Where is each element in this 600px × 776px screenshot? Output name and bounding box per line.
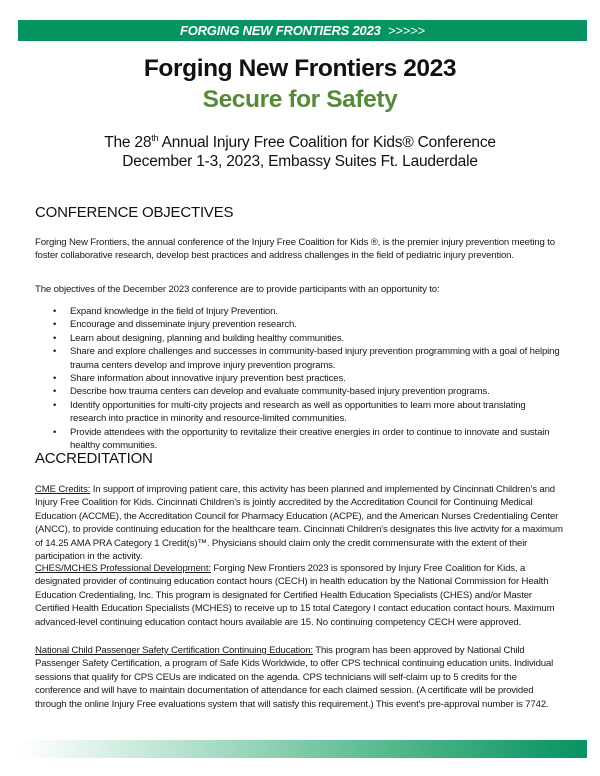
cme-credits-paragraph — [35, 483, 563, 563]
list-item: • Provide attendees with the opportunity to revitalize their creative energies in order to continue to innovate and sustain healthy communities. — [35, 426, 563, 453]
cme-label: CME Credits: — [35, 484, 91, 495]
conference-info — [0, 129, 600, 171]
list-item: • Identify opportunities for multi-city projects and research as well as opportunities to learn more about translating research into practice in minority and resource-limited communities. — [35, 399, 563, 426]
list-item: • Learn about designing, planning and building healthy communities. — [35, 332, 563, 345]
conf-name-sup: th — [151, 133, 159, 143]
banner-arrows: >>>>> — [388, 23, 426, 38]
conf-name-post: Annual Injury Free Coalition for Kids® Conference — [158, 134, 496, 152]
objectives-intro: Forging New Frontiers, the annual conference of the Injury Free Coalition for Kids ®, is the premier injury prevention meeting to foster collaborative research, develop best practices and address challenges in the field of pediatric injury prevention. — [35, 237, 555, 262]
objectives-list — [35, 305, 563, 452]
objectives-heading: CONFERENCE OBJECTIVES — [35, 204, 234, 221]
ches-label: CHES/MCHES Professional Development: — [35, 563, 211, 574]
list-item: • Share information about innovative injury prevention best practices. — [35, 372, 563, 385]
conf-name-pre: The 28 — [104, 134, 152, 152]
cme-text: In support of improving patient care, this activity has been planned and implemented by Cincinnati Children's and Injury Free Coalition for Kids. Cincinnati Children's is jointly accredited by the Accreditation Council for Continuing Medical Education (ACCME), the Accreditation Council for Pharmacy Education (ACPE), and the American Nurses Credentialing Center (ANCC), to provide continuing education for the healthcare team. Cincinnati Children's designates this live activity for a maximum of 14.25 AMA PRA Category 1 Credit(s)™. Physicians should claim only the credit commensurate with the extent of their participation in the activity. — [35, 484, 563, 563]
ches-text: Forging New Frontiers 2023 is sponsored by Injury Free Coalition for Kids, a designated provider of continuing education contact hours (CECH) in health education by the National Commission for Health Education Credentialing, Inc. This program is designated for Certified Health Education Specialists (CHES) and/or Master Certified Health Education Specialists (MCHES) to receive up to 15 total Category I contact education contact hours. Maximum advanced-level continuing education contact hours available are 15. No continuing competency CECH were approved. — [35, 563, 555, 628]
cps-paragraph — [35, 644, 563, 711]
ches-paragraph — [35, 562, 563, 629]
top-banner — [18, 20, 587, 41]
conference-name — [0, 129, 600, 152]
list-item: • Expand knowledge in the field of Injury Prevention. — [35, 305, 563, 318]
banner-text: FORGING NEW FRONTIERS 2023 — [179, 23, 381, 38]
list-item: • Share and explore challenges and successes in community-based injury prevention programming with a goal of helping trauma centers develop and improve injury prevention programs. — [35, 345, 563, 372]
list-item: • Describe how trauma centers can develop and evaluate community-based injury prevention programs. — [35, 385, 563, 398]
page-title: Forging New Frontiers 2023 — [143, 55, 457, 82]
cps-text: This program has been approved by National Child Passenger Safety Certification, a program of Safe Kids Worldwide, to offer CPS technical continuing education units. Individual sessions that qualify for CPS CEUs are indicated on the agenda. CPS technicians will self-claim up to 5 credits for the conference and will have to maintain documentation of attendance for each claimed session. (A certificate will be provided through the online Injury Free evaluations system that will satisfy this requirement.) This event's pre-approval number is 7742. — [35, 645, 554, 710]
page-subtitle: Secure for Safety — [202, 86, 398, 113]
list-item: • Encourage and disseminate injury prevention research. — [35, 318, 563, 331]
cps-label: National Child Passenger Safety Certification Continuing Education: — [35, 645, 313, 656]
conference-date-location: December 1-3, 2023, Embassy Suites Ft. Lauderdale — [122, 153, 478, 171]
footer-gradient-bar — [20, 740, 587, 758]
objectives-lead: The objectives of the December 2023 conference are to provide participants with an opportunity to: — [35, 284, 440, 295]
accreditation-heading: ACCREDITATION — [35, 450, 153, 467]
